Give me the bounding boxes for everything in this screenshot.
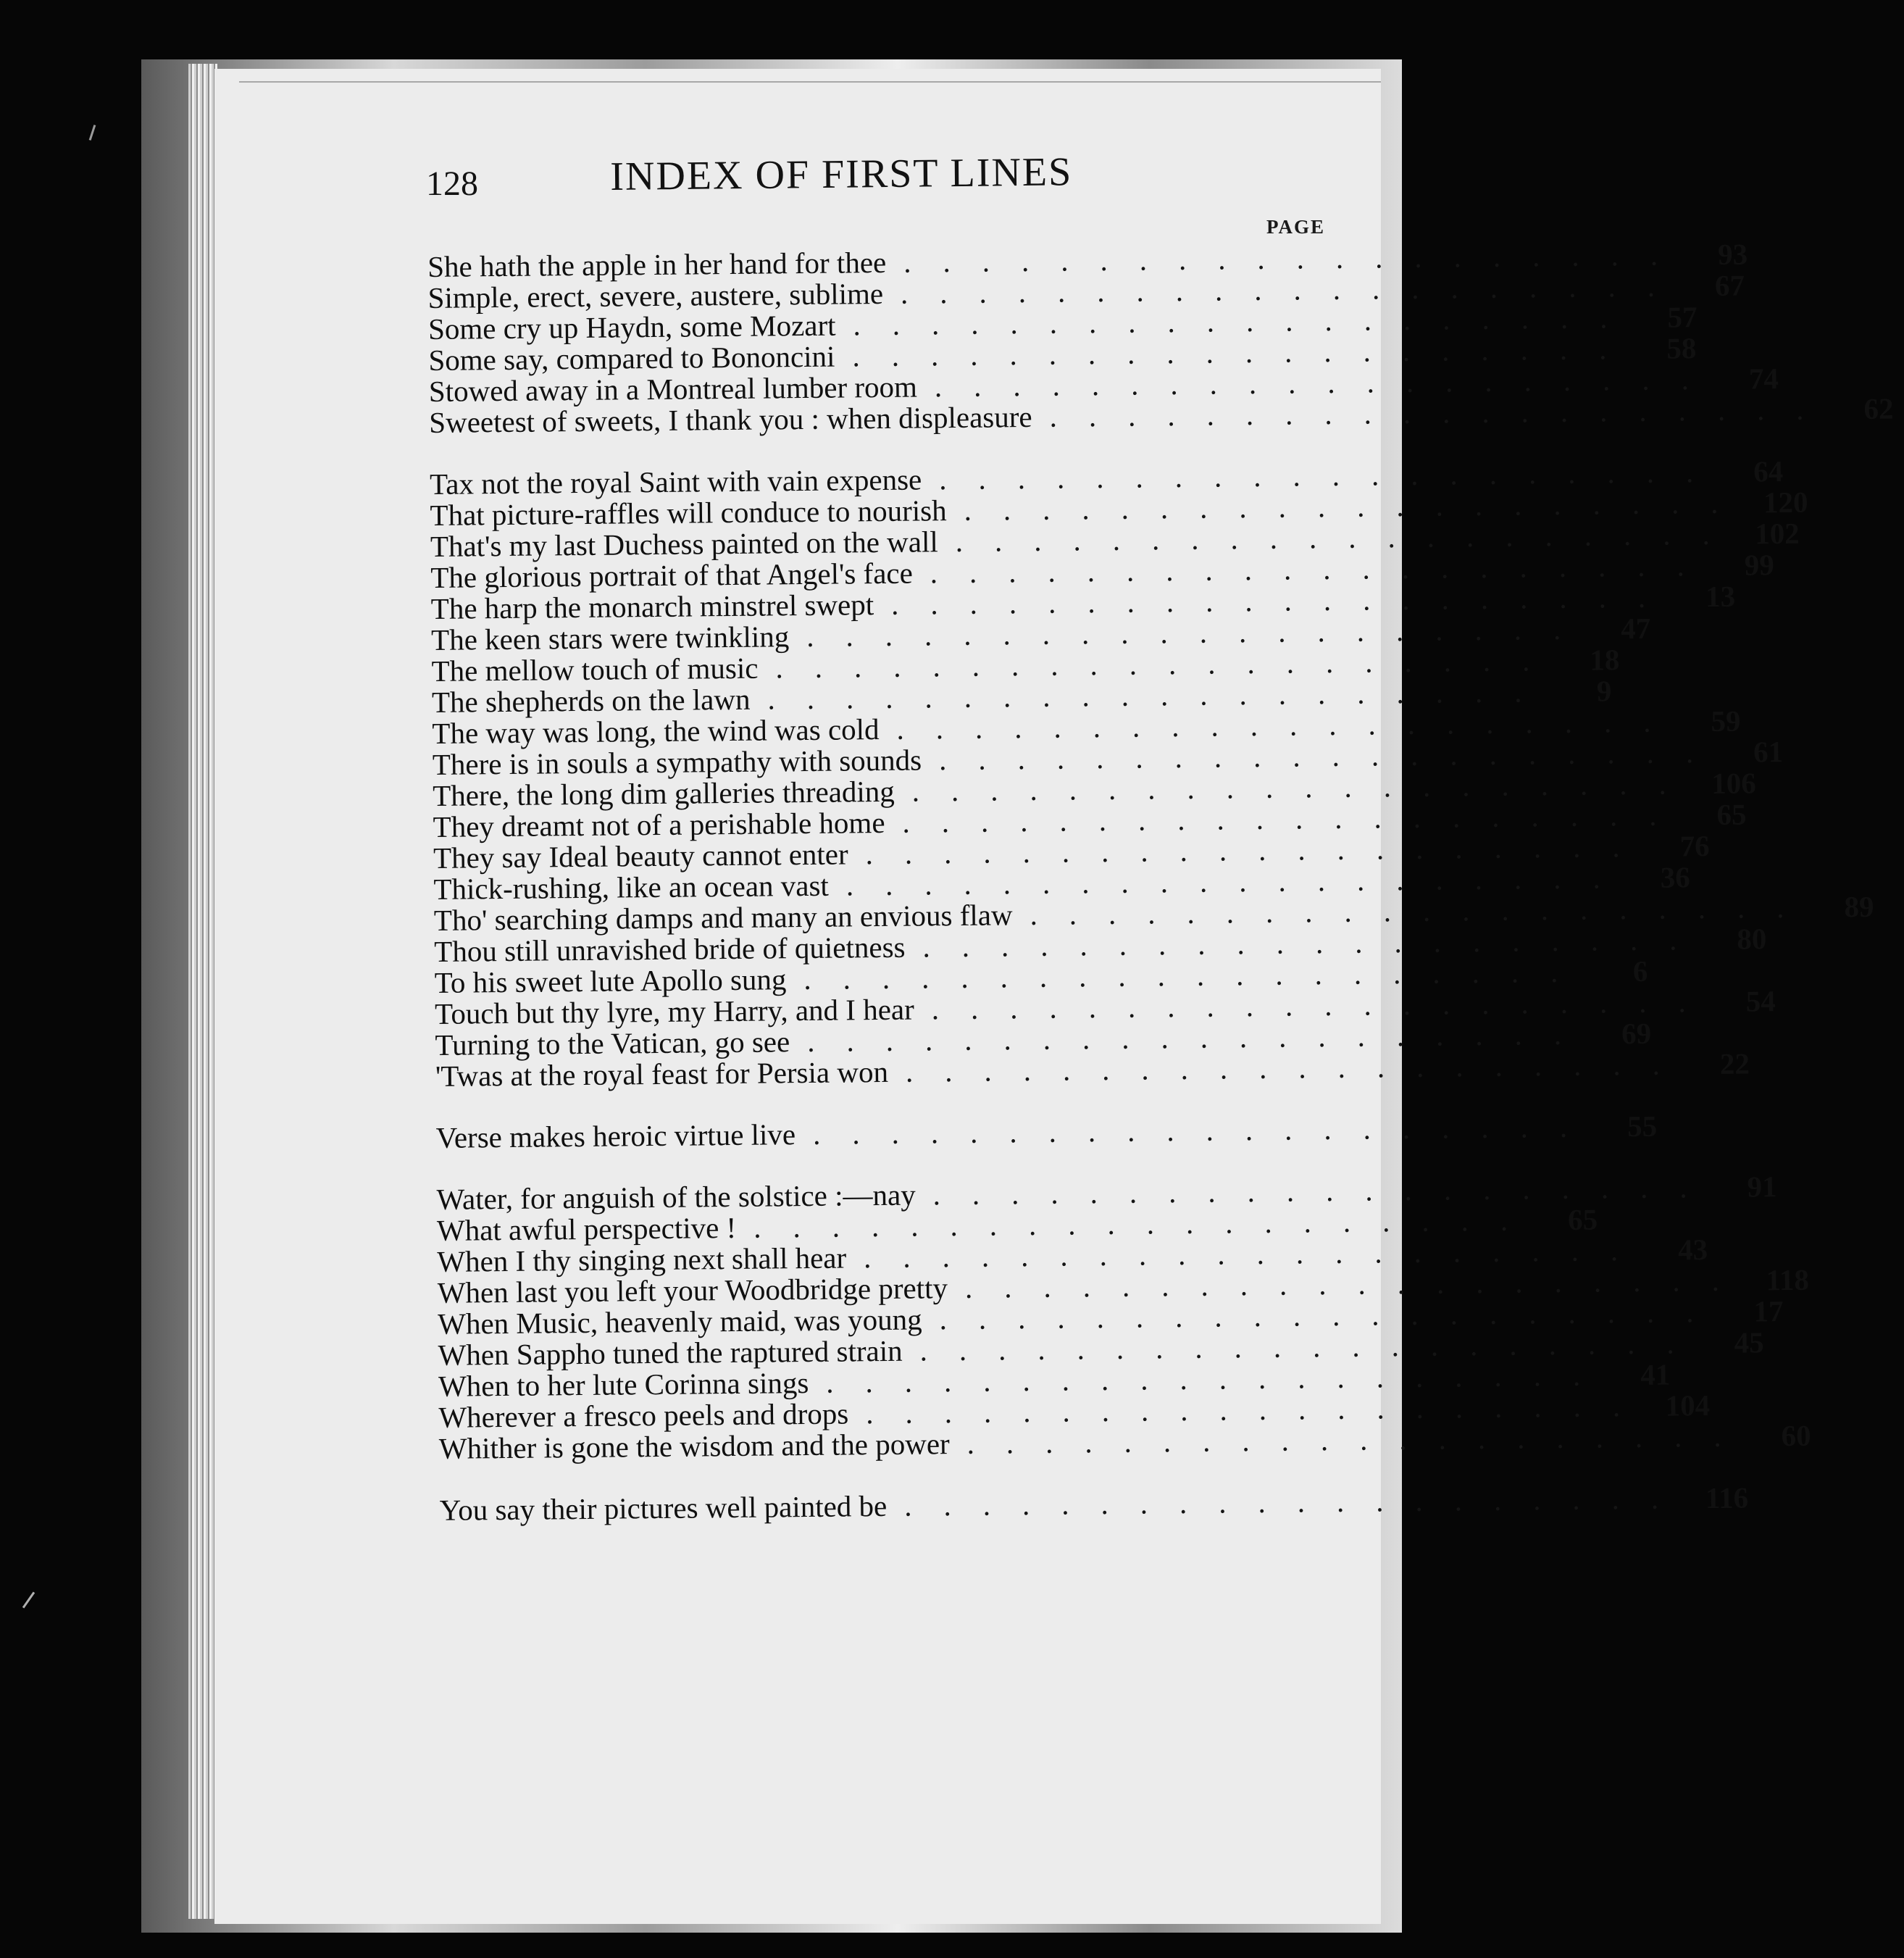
- dot-leader: ....................: [775, 643, 1562, 685]
- dot-leader: ....................: [939, 454, 1726, 496]
- dot-leader: ....................: [919, 1326, 1706, 1367]
- dot-leader: ....................: [1049, 392, 1836, 433]
- page-reference: 93: [1717, 237, 1748, 271]
- dot-leader: ....................: [753, 1203, 1540, 1244]
- dot-leader: ....................: [934, 362, 1721, 404]
- page-reference: 99: [1744, 548, 1774, 582]
- page-reference: 64: [1753, 454, 1784, 488]
- first-line-text: Verse makes heroic virtue live: [435, 1117, 796, 1154]
- page-reference: 74: [1748, 362, 1779, 396]
- dot-leader: ....................: [911, 767, 1698, 808]
- page-reference: 59: [1711, 704, 1741, 738]
- first-line-text: The harp the monarch minstrel swept: [430, 588, 874, 625]
- first-line-text: To his sweet lute Apollo sung: [434, 962, 787, 999]
- page-reference: 106: [1711, 766, 1756, 801]
- first-line-text: When to her lute Corinna sings: [438, 1366, 809, 1403]
- first-line-text: The mellow touch of music: [431, 651, 759, 688]
- page-reference: 60: [1781, 1418, 1811, 1453]
- page-reference: 104: [1665, 1388, 1711, 1422]
- first-line-text: Wherever a fresco peels and drops: [438, 1396, 849, 1434]
- page-reference: 120: [1763, 485, 1808, 520]
- first-line-text: 'Twas at the royal feast for Persia won: [435, 1054, 889, 1093]
- dot-leader: ....................: [890, 580, 1678, 621]
- page-column-label: PAGE: [1266, 216, 1325, 238]
- page-reference: 80: [1737, 922, 1767, 956]
- first-line-text: Turning to the Vatican, go see: [435, 1025, 790, 1062]
- first-line-text: When last you left your Woodbridge pretty: [437, 1271, 948, 1309]
- first-line-text: The shepherds on the lawn: [431, 682, 751, 719]
- first-line-text: Thou still unravished bride of quietness: [434, 930, 906, 968]
- page-reference: 18: [1590, 643, 1620, 677]
- page-reference: 36: [1660, 860, 1690, 894]
- dot-leader: ....................: [806, 1017, 1594, 1059]
- dot-leader: ....................: [900, 269, 1687, 310]
- first-line-text: Stowed away in a Montreal lumber room: [428, 370, 918, 408]
- dot-leader: ....................: [863, 1233, 1650, 1275]
- dot-leader: ....................: [803, 954, 1590, 996]
- first-line-text: When Music, heavenly maid, was young: [438, 1302, 922, 1341]
- dot-leader: ....................: [812, 1109, 1600, 1151]
- page-reference: 91: [1747, 1170, 1777, 1204]
- dot-leader: ....................: [865, 829, 1652, 871]
- dot-leader: ....................: [767, 675, 1554, 716]
- first-line-text: Sweetest of sweets, I thank you : when displeasure: [429, 400, 1032, 439]
- page-reference: 58: [1666, 331, 1697, 365]
- first-line-text: What awful perspective !: [436, 1210, 737, 1247]
- page-reference: 55: [1627, 1109, 1658, 1143]
- page-reference: 116: [1705, 1480, 1749, 1515]
- dot-leader: ....................: [902, 798, 1689, 839]
- first-line-text: Some cry up Haydn, some Mozart: [427, 308, 836, 346]
- page-reference: 43: [1677, 1233, 1708, 1267]
- page-reference: 62: [1863, 391, 1894, 425]
- first-line-text: Touch but thy lyre, my Harry, and I hear: [434, 992, 914, 1030]
- top-page-edge: [239, 81, 1381, 83]
- dot-leader: ....................: [865, 1388, 1653, 1430]
- first-line-text: They dreamt not of a perishable home: [433, 805, 885, 843]
- dot-leader: ....................: [845, 861, 1632, 902]
- dot-leader: ....................: [931, 984, 1718, 1026]
- dot-leader: ....................: [826, 1358, 1613, 1399]
- first-line-text: There, the long dim galleries threading: [433, 774, 895, 812]
- first-line-text: When Sappho tuned the raptured strain: [438, 1333, 903, 1372]
- page-reference: 22: [1719, 1046, 1750, 1080]
- dot-leader: ....................: [905, 1047, 1692, 1088]
- page-reference: 54: [1745, 984, 1776, 1018]
- first-line-text: Whither is gone the wisdom and the power: [438, 1427, 950, 1465]
- page-reference: 118: [1766, 1262, 1810, 1297]
- first-line-text: She hath the apple in her hand for thee: [427, 245, 887, 283]
- first-line-text: When I thy singing next shall hear: [437, 1241, 847, 1278]
- dot-leader: ....................: [896, 704, 1683, 746]
- page-reference: 67: [1714, 268, 1745, 302]
- dot-leader: ....................: [966, 1419, 1753, 1460]
- dot-leader: ....................: [939, 1294, 1726, 1336]
- first-line-text: Thick-rushing, like an ocean vast: [433, 868, 830, 906]
- first-line-text: You say their pictures well painted be: [439, 1488, 888, 1527]
- first-line-text: Tax not the royal Saint with vain expense: [429, 462, 922, 501]
- first-line-text: That picture-raffles will conduce to nourish: [430, 493, 947, 532]
- dot-leader: ....................: [932, 1170, 1719, 1212]
- dot-leader: ....................: [964, 1263, 1752, 1304]
- dot-leader: ....................: [852, 331, 1639, 373]
- page-edges: [188, 64, 217, 1919]
- film-scratch-mark: [89, 125, 96, 141]
- page-reference: 9: [1596, 674, 1612, 708]
- page-reference: 45: [1734, 1325, 1764, 1359]
- first-line-text: They say Ideal beauty cannot enter: [433, 837, 848, 875]
- dot-leader: ....................: [1030, 890, 1816, 932]
- first-line-text: The glorious portrait of that Angel's face: [430, 556, 914, 594]
- page-reference: 6: [1632, 954, 1648, 988]
- first-line-text: Tho' searching damps and many an envious flaw: [433, 898, 1013, 937]
- page-reference: 41: [1640, 1357, 1671, 1391]
- dot-leader: ....................: [853, 300, 1640, 342]
- film-scratch-mark: [22, 1591, 35, 1608]
- first-line-text: The way was long, the wind was cold: [432, 712, 880, 750]
- first-line-text: That's my last Duchess painted on the wall: [430, 525, 938, 563]
- page-reference: 69: [1621, 1016, 1652, 1051]
- first-line-text: Some say, compared to Bononcini: [428, 339, 835, 377]
- dot-leader: ....................: [930, 548, 1716, 590]
- dot-leader: ....................: [938, 735, 1726, 777]
- dot-leader: ....................: [955, 517, 1742, 559]
- first-line-text: Simple, erect, severe, austere, sublime: [427, 276, 884, 314]
- page-reference: 76: [1679, 829, 1710, 863]
- dot-leader: ....................: [922, 922, 1709, 964]
- first-line-text: The keen stars were twinkling: [430, 620, 790, 657]
- page-reference: 47: [1621, 611, 1651, 646]
- page-reference: 17: [1753, 1294, 1784, 1328]
- page-reference: 57: [1667, 300, 1698, 334]
- dot-leader: ....................: [964, 486, 1750, 527]
- dot-leader: ....................: [903, 1481, 1691, 1522]
- page-reference: 65: [1716, 797, 1747, 831]
- dot-leader: ....................: [806, 612, 1593, 654]
- page-title: INDEX OF FIRST LINES: [610, 149, 1073, 199]
- page-number: 128: [426, 164, 478, 203]
- dot-leader: ....................: [903, 238, 1690, 279]
- first-line-text: Water, for anguish of the solstice :—nay: [436, 1178, 916, 1216]
- page-reference: 65: [1567, 1202, 1598, 1236]
- page-reference: 61: [1753, 735, 1784, 769]
- index-list: [427, 237, 1894, 1527]
- page-reference: 89: [1844, 889, 1874, 924]
- first-line-text: There is in souls a sympathy with sounds: [432, 743, 922, 781]
- page-reference: 102: [1754, 516, 1800, 551]
- page-reference: 13: [1705, 579, 1736, 614]
